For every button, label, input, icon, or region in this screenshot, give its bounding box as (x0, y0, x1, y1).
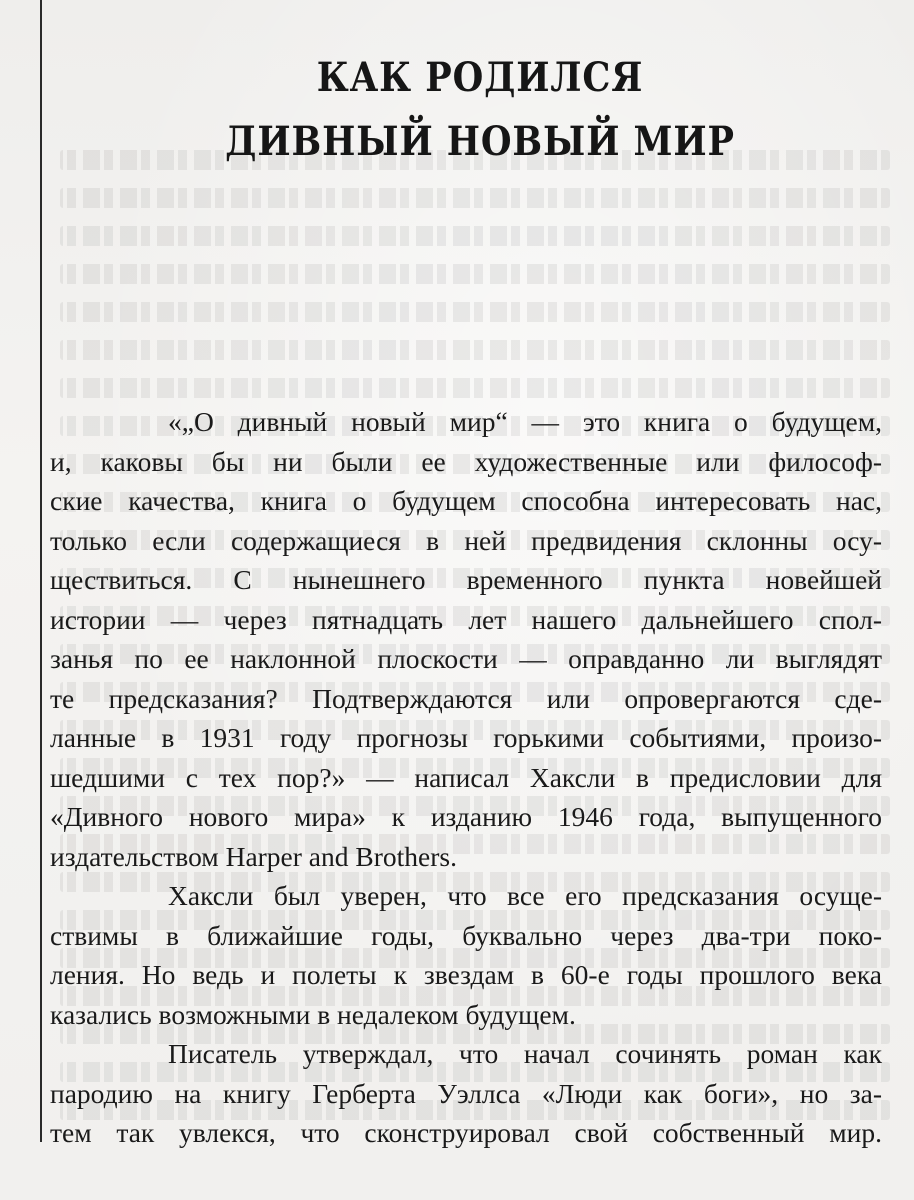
text-line: те предсказания? Подтверждаются или опровергаются сде- (50, 682, 882, 714)
chapter-title-line-2: ДИВНЫЙ НОВЫЙ МИР (225, 118, 735, 165)
text-line: истории — через пятнадцать лет нашего дальнейшего спол- (50, 603, 882, 635)
text-line: Хаксли был уверен, что все его предсказания осуще- (168, 880, 882, 911)
text-line: «„О дивный новый мир“ — это книга о будущем, (168, 406, 882, 437)
chapter-title-line-1: КАК РОДИЛСЯ (316, 54, 644, 101)
chapter-title (128, 46, 832, 174)
text-line: казались возможными в недалеком будущем. (50, 998, 576, 1030)
text-line: издательством Harper and Brothers. (50, 840, 457, 872)
text-line: ланные в 1931 году прогнозы горькими событиями, произо- (50, 722, 882, 753)
text-line: ствимы в ближайшие годы, буквально через два-три поко- (50, 919, 882, 951)
body-text (50, 402, 882, 1153)
text-line: занья по ее наклонной плоскости — оправданно ли выглядят (50, 643, 882, 674)
margin-rule (40, 0, 42, 1142)
text-line: пародию на книгу Герберта Уэллса «Люди как боги», но за- (50, 1077, 882, 1109)
text-line: «Дивного нового мира» к изданию 1946 года, выпущенного (50, 801, 882, 832)
text-line: шедшими с тех пор?» — написал Хаксли в предисловии для (50, 761, 882, 793)
text-line: ские качества, книга о будущем способна интересовать нас, (50, 485, 882, 516)
text-line: ления. Но ведь и полеты к звездам в 60-е годы прошлого века (50, 959, 882, 990)
text-line: только если содержащиеся в ней предвидения склонны осу- (50, 524, 882, 556)
text-line: Писатель утверждал, что начал сочинять роман как (168, 1038, 882, 1069)
text-line: ществиться. С нынешнего временного пункта новейшей (50, 564, 882, 595)
text-line: тем так увлекся, что сконструировал свой собственный мир. (50, 1117, 882, 1148)
text-line: и, каковы бы ни были ее художественные или философ- (50, 445, 882, 477)
